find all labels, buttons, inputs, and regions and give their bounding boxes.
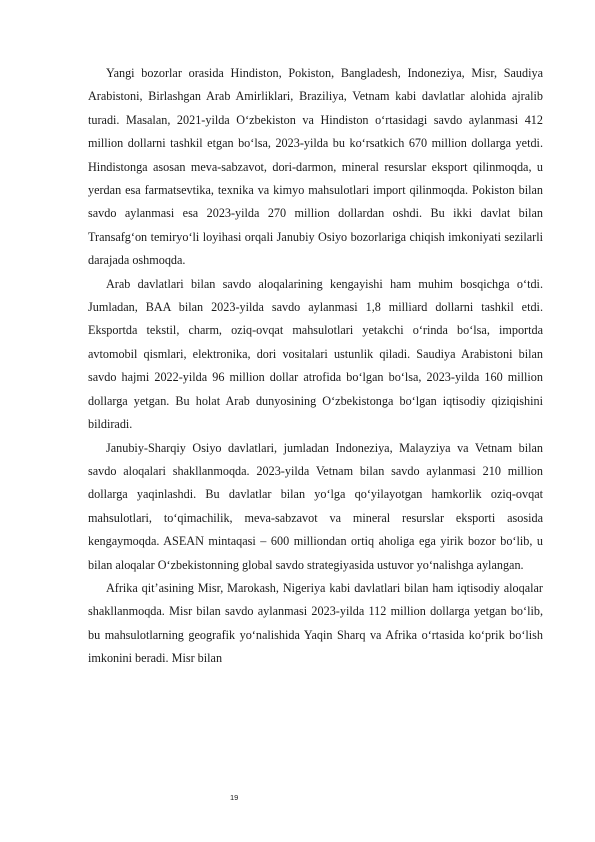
paragraph-southeast-asia: Janubiy-Sharqiy Osiyo davlatlari, jumladan Indoneziya, Malayziya va Vetnam bilan savdo aloqalari shakllanmoqda. 2023-yilda Vetnam bilan savdo aylanmasi 210 million dollarga yaqinlashdi. Bu davlatlar bilan yo‘lga qo‘yilayotgan hamkorlik oziq-ovqat mahsulotlari, to‘qimachilik, meva-sabzavot va mineral resurslar eksporti asosida kengaymoqda. ASEAN mintaqasi – 600 milliondan ortiq aholiga ega yirik bozor bo‘lib, u bilan aloqalar O‘zbekistonning global savdo strategiyasida ustuvor yo‘nalishga aylangan.	[88, 440, 543, 572]
page-number: 19	[230, 793, 239, 802]
paragraph-new-markets: Yangi bozorlar orasida Hindiston, Pokiston, Bangladesh, Indoneziya, Misr, Saudiya Arabistoni, Birlashgan Arab Amirliklari, Braziliya, Vetnam kabi davlatlar alohida ajralib turadi. Masalan, 2021-yilda O‘zbekiston va Hindiston o‘rtasidagi savdo aylanmasi 412 million dollarni tashkil etgan bo‘lsa, 2023-yilda bu ko‘rsatkich 670 million dollarga yetdi. Hindistonga asosan meva-sabzavot, dori-darmon, mineral resurslar eksport qilinmoqda, u yerdan esa farmatsevtika, texnika va kimyo mahsulotlari import qilinmoqda. Pokiston bilan savdo aylanmasi esa 2023-yilda 270 million dollardan oshdi. Bu ikki davlat bilan Transafg‘on temiryo‘li loyihasi orqali Janubiy Osiyo bozorlariga chiqish imkoniyati sezilarli darajada oshmoqda.	[88, 66, 543, 268]
paragraph-arab-countries: Arab davlatlari bilan savdo aloqalarining kengayishi ham muhim bosqichga o‘tdi. Jumladan, BAA bilan 2023-yilda savdo aylanmasi 1,8 milliard dollarni tashkil etdi. Eksportda tekstil, charm, oziq-ovqat mahsulotlari yetakchi o‘rinda bo‘lsa, importda avtomobil qismlari, elektronika, dori vositalari ustunlik qiladi. Saudiya Arabistoni bilan savdo hajmi 2022-yilda 96 million dollar atrofida bo‘lgan bo‘lsa, 2023-yilda 160 million dollarga yetgan. Bu holat Arab dunyosining O‘zbekistonga bo‘lgan iqtisodiy qiziqishini bildiradi.	[88, 276, 543, 432]
paragraph-africa: Afrika qit’asining Misr, Marokash, Nigeriya kabi davlatlari bilan ham iqtisodiy aloqalar shakllanmoqda. Misr bilan savdo aylanmasi 2023-yilda 112 million dollarga yetgan bo‘lib, bu mahsulotlarning geografik yo‘nalishida Yaqin Sharq va Afrika o‘rtasida ko‘prik bo‘lish imkonini beradi. Misr bilan	[88, 580, 543, 666]
body-text	[88, 62, 543, 671]
